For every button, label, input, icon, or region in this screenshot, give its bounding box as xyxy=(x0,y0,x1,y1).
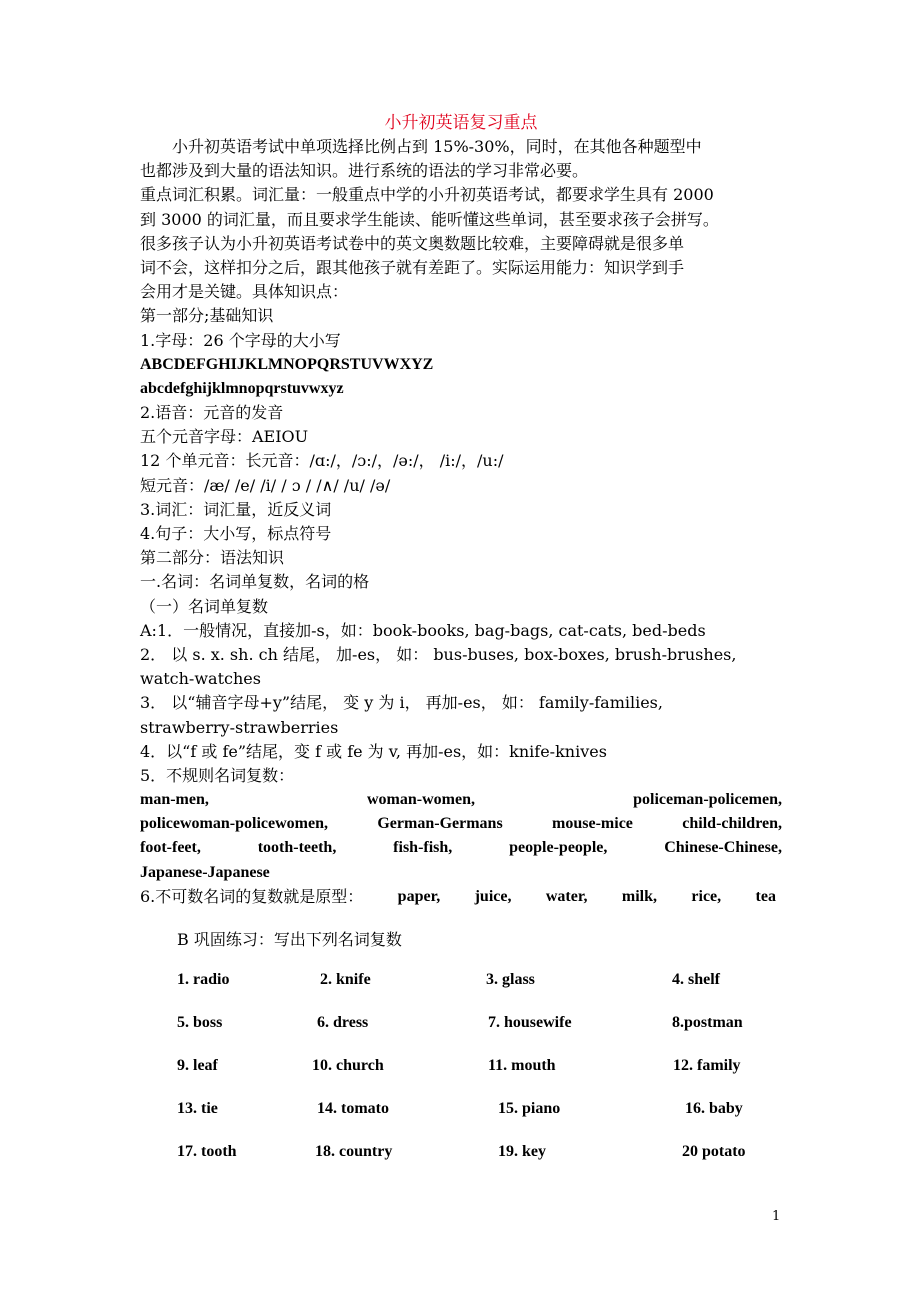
phonetics-label: 2.语音：元音的发音 xyxy=(140,403,284,423)
exercise-item: 17. tooth xyxy=(177,1143,237,1160)
uppercase-alphabet: ABCDEFGHIJKLMNOPQRSTUVWXYZ xyxy=(140,355,434,373)
exercise-item: 7. housewife xyxy=(488,1014,572,1031)
irregular-item: policewoman-policewomen, xyxy=(140,815,328,833)
exercise-row xyxy=(140,1038,782,1081)
short-vowels: 短元音：/æ/ /e/ /i/ / ɔ / /∧/ /u/ /ə/ xyxy=(140,475,391,495)
exercise-item: 15. piano xyxy=(498,1100,561,1117)
exercise-row xyxy=(140,1081,782,1124)
part2-heading: 第二部分：语法知识 xyxy=(140,548,285,568)
intro-line: 也都涉及到大量的语法知识。进行系统的语法的学习非常必要。 xyxy=(140,161,589,181)
irregular-item: people-people, xyxy=(509,839,608,857)
exercise-item: 12. family xyxy=(673,1057,741,1074)
noun-plural-subheading: （一）名词单复数 xyxy=(140,596,269,616)
irregular-item: woman-women, xyxy=(367,791,475,809)
vowel-letters: 五个元音字母：AEIOU xyxy=(140,427,309,447)
intro-line: 到 3000 的词汇量，而且要求学生能读、能听懂这些单词，甚至要求孩子会拼写。 xyxy=(140,209,719,229)
uncountable-item: water, xyxy=(545,887,588,905)
irregular-item: child-children, xyxy=(682,815,782,833)
exercise-item: 18. country xyxy=(315,1143,393,1160)
long-vowels: 12 个单元音：长元音：/ɑ:/，/ɔ:/，/ə:/， /i:/，/u:/ xyxy=(140,451,504,471)
exercise-item: 4. shelf xyxy=(672,971,720,988)
rule-2: 2． 以 s. x. sh. ch 结尾， 加-es， 如： bus-buses, box-boxes, brush-brushes, xyxy=(140,644,737,664)
page-number: 1 xyxy=(772,1209,781,1224)
intro-line: 小升初英语考试中单项选择比例占到 15%-30%，同时，在其他各种题型中 xyxy=(172,137,702,156)
rule-6-label: 6.不可数名词的复数就是原型： xyxy=(140,886,364,906)
document-body xyxy=(140,111,782,1167)
exercise-item: 13. tie xyxy=(177,1100,218,1117)
exercise-heading: B 巩固练习：写出下列名词复数 xyxy=(177,930,402,949)
irregular-item: tooth-teeth, xyxy=(257,839,337,857)
irregular-item: Chinese-Chinese, xyxy=(664,839,782,857)
irregular-row xyxy=(140,836,782,860)
exercise-item: 8.postman xyxy=(672,1014,743,1031)
intro-line: 重点词汇积累。词汇量：一般重点中学的小升初英语考试，都要求学生具有 2000 xyxy=(140,185,714,205)
intro-line: 很多孩子认为小升初英语考试卷中的英文奥数题比较难，主要障碍就是很多单 xyxy=(140,233,685,253)
intro-line: 会用才是关键。具体知识点： xyxy=(140,282,349,302)
exercise-item: 9. leaf xyxy=(177,1057,218,1074)
exercise-item: 1. radio xyxy=(177,971,230,988)
uncountable-item: tea xyxy=(755,887,776,905)
irregular-item: mouse-mice xyxy=(552,815,633,833)
exercise-row xyxy=(140,952,782,995)
exercise-item: 2. knife xyxy=(320,971,371,988)
rule-2-cont: watch-watches xyxy=(140,669,261,689)
irregular-row xyxy=(140,812,782,836)
exercise-item: 5. boss xyxy=(177,1014,223,1031)
uncountable-item: milk, xyxy=(621,887,657,905)
irregular-item: policeman-policemen, xyxy=(633,791,782,809)
part1-heading: 第一部分;基础知识 xyxy=(140,306,274,326)
uncountable-item: juice, xyxy=(474,887,512,905)
rule-3-cont: strawberry-strawberries xyxy=(140,717,339,737)
rule-a1: A:1．一般情况，直接加-s，如：book-books, bag-bags, cat-cats, bed-beds xyxy=(140,620,706,640)
vocab-label: 3.词汇：词汇量，近反义词 xyxy=(140,499,332,519)
irregular-item: foot-feet, xyxy=(140,839,201,857)
rule-4: 4．以“f 或 fe”结尾，变 f 或 fe 为 v, 再加-es，如：knife-knives xyxy=(140,741,607,761)
exercise-item: 16. baby xyxy=(685,1100,743,1117)
irregular-row xyxy=(140,788,782,812)
rule-6 xyxy=(140,885,782,909)
irregular-row: Japanese-Japanese xyxy=(140,863,270,881)
rule-3: 3． 以“辅音字母+y”结尾， 变 y 为 i， 再加-es， 如： family-families, xyxy=(140,693,663,713)
exercise-item: 14. tomato xyxy=(317,1100,389,1117)
irregular-item: man-men, xyxy=(140,791,209,809)
sentence-label: 4.句子：大小写，标点符号 xyxy=(140,524,332,543)
nouns-heading: 一.名词：名词单复数，名词的格 xyxy=(140,572,370,592)
irregular-item: German-Germans xyxy=(377,815,503,833)
intro-line: 词不会，这样扣分之后，跟其他孩子就有差距了。实际运用能力：知识学到手 xyxy=(140,257,685,277)
rule-5: 5．不规则名词复数： xyxy=(140,765,295,785)
exercise-item: 20 potato xyxy=(682,1143,746,1160)
exercise-item: 3. glass xyxy=(486,971,535,988)
exercise-row xyxy=(140,1124,782,1167)
uncountable-item: paper, xyxy=(397,887,441,905)
exercise-item: 11. mouth xyxy=(488,1057,556,1074)
uncountable-item: rice, xyxy=(691,887,722,905)
irregular-item: fish-fish, xyxy=(393,839,453,857)
exercise-item: 6. dress xyxy=(317,1014,369,1031)
exercise-item: 10. church xyxy=(312,1057,384,1074)
lowercase-alphabet: abcdefghijklmnopqrstuvwxyz xyxy=(140,379,344,397)
exercise-item: 19. key xyxy=(498,1143,546,1160)
exercise-row xyxy=(140,995,782,1038)
page-title: 小升初英语复习重点 xyxy=(384,113,538,133)
letters-label: 1.字母：26 个字母的大小写 xyxy=(140,330,341,350)
